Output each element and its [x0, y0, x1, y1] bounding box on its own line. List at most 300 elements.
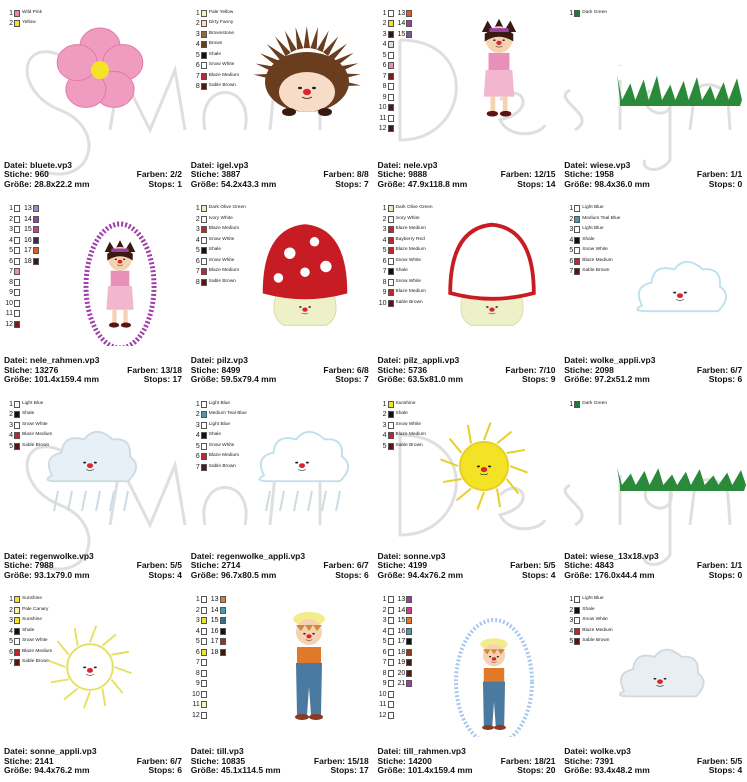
- thread-number: 1: [195, 205, 200, 213]
- thread-name: Shale: [22, 411, 35, 417]
- color-count-label: Farben:: [127, 364, 159, 375]
- color-count-value: 5/5: [543, 560, 556, 571]
- thread-number: 1: [382, 596, 387, 604]
- thread-name: Sunshine: [22, 617, 43, 623]
- thread-number: 6: [195, 453, 200, 461]
- design-size-value: 101.4x159.4 mm: [34, 374, 99, 385]
- thread-name: Snow White: [22, 638, 48, 644]
- thread-number: 6: [382, 648, 387, 656]
- design-size: [378, 571, 464, 581]
- stop-count-label: Stops:: [517, 765, 544, 776]
- design-size-label: Größe:: [4, 178, 32, 189]
- thread-number: 6: [9, 257, 13, 265]
- stop-count-label: Stops:: [143, 374, 171, 385]
- thread-number: 14: [397, 606, 406, 614]
- stop-count: [522, 571, 556, 581]
- design-size-label: Größe:: [377, 178, 406, 189]
- thread-number: 4: [195, 627, 200, 635]
- thread-name: Sable Brown: [395, 442, 423, 448]
- thread-number: 2: [569, 606, 574, 614]
- design-info: [4, 161, 182, 190]
- thread-number: 13: [210, 596, 219, 604]
- thread-number: 2: [9, 215, 13, 223]
- thread-number: 6: [195, 257, 200, 265]
- thread-name: Snow White: [208, 257, 235, 263]
- stitch-count-label: Stiche:: [4, 560, 33, 571]
- thread-number: 5: [382, 442, 387, 450]
- thread-number: 2: [9, 606, 13, 614]
- thread-name: Light Blue: [582, 226, 604, 232]
- color-count-value: 1/1: [730, 169, 743, 180]
- design-size-label: Größe:: [190, 569, 219, 580]
- stop-count-value: 6: [737, 374, 743, 385]
- thread-name: Shale: [395, 411, 408, 417]
- thread-name: Light Blue: [582, 596, 604, 602]
- thread-number: 13: [24, 205, 32, 213]
- design-info: [564, 356, 742, 385]
- color-count-label: Farben:: [136, 169, 168, 180]
- thread-number: 5: [9, 247, 13, 255]
- stop-count-value: 20: [546, 765, 556, 776]
- thread-number: 5: [195, 442, 200, 450]
- thread-name: Shale: [395, 268, 408, 274]
- stop-count-label: Stops:: [148, 178, 175, 189]
- stitch-count-label: Stiche:: [564, 560, 593, 571]
- thread-name: Blaze Medium: [22, 648, 53, 654]
- stop-count-label: Stops:: [708, 178, 736, 189]
- design-size-value: 59.5x79.4 mm: [221, 374, 277, 385]
- thread-number: 7: [195, 659, 200, 667]
- file-name-label: Datei:: [377, 159, 402, 170]
- thread-number: 3: [195, 30, 200, 38]
- file-name-label: Datei:: [564, 746, 588, 757]
- design-card-igel: [187, 0, 374, 196]
- color-count-value: 5/5: [170, 560, 182, 571]
- stop-count-label: Stops:: [517, 178, 544, 189]
- thread-number: 6: [382, 257, 387, 265]
- thread-number: 8: [195, 83, 200, 91]
- design-size: [4, 180, 90, 190]
- thread-number: 2: [382, 20, 387, 28]
- stop-count-label: Stops:: [708, 569, 736, 580]
- thread-name: Snow White: [208, 62, 235, 68]
- stitch-count-label: Stiche:: [190, 755, 220, 766]
- design-size-value: 93.1x79.0 mm: [34, 569, 90, 580]
- thread-number: 7: [382, 268, 387, 276]
- design-size: [564, 180, 650, 190]
- design-info: [378, 356, 556, 385]
- thread-name: Blaze Medium: [395, 289, 426, 295]
- thread-name: Brownstone: [208, 30, 235, 36]
- color-count-value: 6/7: [170, 755, 182, 766]
- design-size-value: 93.4x48.2 mm: [594, 765, 650, 776]
- stitch-count-label: Stiche:: [190, 169, 220, 180]
- thread-number: 9: [9, 289, 13, 297]
- stop-count-label: Stops:: [708, 765, 736, 776]
- thread-number: 8: [195, 278, 200, 286]
- thread-number: 13: [397, 596, 406, 604]
- stop-count: [709, 180, 743, 190]
- thread-number: 9: [382, 93, 387, 101]
- thread-name: Snow White: [582, 617, 608, 623]
- thread-name: Shale: [208, 247, 222, 253]
- design-info: [4, 552, 182, 581]
- thread-number: 10: [378, 104, 387, 112]
- thread-number: 2: [195, 606, 200, 614]
- design-card-regenwolke: [0, 391, 187, 587]
- thread-number: 4: [569, 627, 574, 635]
- thread-name: Medium Teal Blue: [208, 411, 247, 417]
- design-size-value: 101.4x159.4 mm: [407, 765, 473, 776]
- cloud-embroidery-illustration: [560, 587, 746, 737]
- stitch-count-label: Stiche:: [4, 169, 33, 180]
- stop-count: [144, 375, 182, 385]
- design-size: [4, 571, 90, 581]
- thread-number: 4: [195, 236, 200, 244]
- thread-number: 2: [195, 411, 200, 419]
- stitch-count-value: 960: [34, 169, 49, 180]
- thread-number: 3: [382, 617, 387, 625]
- stop-count-value: 4: [177, 569, 182, 580]
- stitch-count-value: 2714: [221, 560, 241, 571]
- stitch-count-value: 2141: [34, 755, 54, 766]
- thread-name: Blaze Medium: [208, 268, 240, 274]
- raincloud-appli-embroidery-illustration: [187, 391, 373, 541]
- thread-number: 5: [9, 442, 13, 450]
- stitch-count-value: 14200: [408, 755, 432, 766]
- stop-count-label: Stops:: [708, 374, 736, 385]
- thread-name: Medium Teal Blue: [582, 215, 621, 221]
- thread-name: Dark Green: [582, 400, 608, 406]
- mushroom-appli-embroidery-illustration: [374, 196, 560, 346]
- thread-name: Snow White: [208, 442, 235, 448]
- design-size-label: Größe:: [564, 569, 593, 580]
- stop-count-value: 4: [737, 765, 743, 776]
- stitch-count-label: Stiche:: [4, 755, 33, 766]
- design-card-regenwolke_appli: [187, 391, 374, 587]
- thread-number: 2: [9, 20, 13, 28]
- thread-number: 1: [195, 400, 200, 408]
- file-name-value: wiese.vp3: [590, 159, 631, 170]
- thread-number: 16: [24, 236, 32, 244]
- stop-count: [517, 766, 555, 776]
- thread-number: 5: [9, 638, 13, 646]
- thread-number: 7: [195, 268, 200, 276]
- file-name-value: nele.vp3: [403, 159, 438, 170]
- stitch-count-label: Stiche:: [190, 364, 220, 375]
- stop-count-value: 17: [359, 765, 369, 776]
- thread-number: 14: [24, 215, 32, 223]
- thread-number: 17: [397, 638, 406, 646]
- thread-name: Blaze Medium: [395, 432, 426, 438]
- thread-name: Wild Pink: [22, 9, 42, 15]
- thread-name: Snow White: [395, 257, 422, 263]
- design-size: [564, 375, 650, 385]
- design-info: [4, 356, 182, 385]
- thread-number: 1: [382, 400, 387, 408]
- thread-number: 6: [195, 62, 200, 70]
- thread-number: 8: [9, 278, 13, 286]
- file-name-label: Datei:: [4, 355, 28, 366]
- thread-number: 7: [569, 268, 574, 276]
- file-name-value: pilz.vp3: [216, 355, 248, 366]
- design-size-value: 96.7x80.5 mm: [221, 569, 277, 580]
- stitch-count-value: 3887: [221, 169, 241, 180]
- design-size-label: Größe:: [564, 374, 593, 385]
- thread-number: 5: [382, 638, 387, 646]
- design-size-label: Größe:: [190, 178, 219, 189]
- color-count-label: Farben:: [505, 364, 537, 375]
- grass-embroidery-illustration: [560, 0, 746, 150]
- design-info: [191, 747, 369, 776]
- thread-number: 5: [195, 51, 200, 59]
- thread-number: 4: [195, 41, 200, 49]
- thread-name: Snow White: [582, 247, 608, 253]
- design-size: [564, 766, 650, 776]
- design-card-sonne_appli: [0, 587, 187, 782]
- color-count-label: Farben:: [313, 755, 346, 766]
- stitch-count-value: 7988: [34, 560, 54, 571]
- thread-number: 3: [382, 30, 387, 38]
- thread-name: Bayberry Red: [395, 236, 425, 242]
- stop-count: [709, 571, 743, 581]
- design-info: [564, 747, 742, 776]
- thread-number: 12: [5, 320, 13, 328]
- design-info: [378, 161, 556, 190]
- thread-number: 1: [569, 205, 574, 213]
- thread-number: 2: [9, 411, 13, 419]
- thread-number: 11: [379, 701, 387, 709]
- stop-count-value: 6: [177, 765, 182, 776]
- thread-number: 15: [397, 30, 406, 38]
- thread-number: 18: [24, 257, 32, 265]
- thread-number: 4: [195, 432, 200, 440]
- file-name-value: regenwolke_appli.vp3: [216, 550, 306, 561]
- stop-count-label: Stops:: [521, 374, 549, 385]
- color-count-value: 1/1: [730, 560, 743, 571]
- thread-number: 10: [378, 690, 387, 698]
- thread-number: 10: [191, 690, 200, 698]
- thread-name: Sable Brown: [582, 268, 610, 274]
- thread-number: 2: [382, 606, 387, 614]
- sun-embroidery-illustration: [374, 391, 560, 541]
- thread-number: 3: [9, 421, 13, 429]
- thread-name: Sable Brown: [208, 83, 236, 89]
- design-size: [4, 766, 90, 776]
- design-info: [564, 161, 742, 190]
- thread-name: Shale: [208, 51, 222, 57]
- thread-number: 3: [9, 617, 13, 625]
- thread-number: 6: [195, 648, 200, 656]
- thread-name: Shale: [22, 627, 35, 633]
- stitch-count-label: Stiche:: [377, 169, 406, 180]
- stitch-count-value: 5736: [408, 364, 428, 375]
- color-count-label: Farben:: [323, 169, 355, 180]
- file-name-value: wiese_13x18.vp3: [590, 550, 659, 561]
- thread-name: Shale: [582, 236, 595, 242]
- thread-number: 18: [397, 648, 406, 656]
- stitch-count-value: 9888: [408, 169, 428, 180]
- thread-number: 4: [382, 41, 387, 49]
- thread-number: 19: [397, 659, 406, 667]
- stop-count: [148, 180, 182, 190]
- thread-number: 7: [195, 463, 200, 471]
- stitch-count-label: Stiche:: [4, 364, 33, 375]
- stop-count-value: 0: [737, 178, 743, 189]
- thread-name: Blaze Medium: [22, 432, 53, 438]
- stitch-count-label: Stiche:: [377, 364, 406, 375]
- thread-number: 4: [9, 236, 13, 244]
- hedgehog-embroidery-illustration: [187, 0, 373, 150]
- thread-number: 2: [195, 215, 200, 223]
- thread-name: Blaze Medium: [395, 226, 426, 232]
- design-size-label: Größe:: [377, 374, 406, 385]
- thread-number: 11: [5, 310, 13, 318]
- thread-number: 6: [9, 648, 13, 656]
- color-count-label: Farben:: [323, 364, 355, 375]
- thread-number: 1: [9, 9, 13, 17]
- color-count-label: Farben:: [510, 560, 542, 571]
- color-count-value: 8/8: [356, 169, 369, 180]
- thread-number: 15: [24, 226, 32, 234]
- stop-count-label: Stops:: [148, 765, 175, 776]
- cloud-appli-embroidery-illustration: [560, 196, 746, 346]
- thread-name: Blaze Medium: [582, 627, 613, 633]
- design-size: [4, 375, 99, 385]
- design-size-value: 45.1x114.5 mm: [221, 765, 281, 776]
- thread-number: 15: [397, 617, 406, 625]
- file-name-value: igel.vp3: [216, 159, 249, 170]
- stop-count-label: Stops:: [521, 569, 549, 580]
- color-count-value: 6/8: [356, 364, 369, 375]
- thread-number: 8: [382, 83, 387, 91]
- thread-number: 2: [382, 215, 387, 223]
- design-size-label: Größe:: [4, 765, 32, 776]
- thread-number: 20: [397, 669, 406, 677]
- thread-name: Dark Olive Green: [208, 205, 246, 211]
- thread-number: 17: [24, 247, 32, 255]
- stitch-count-value: 7391: [594, 755, 614, 766]
- thread-number: 12: [378, 125, 387, 133]
- stop-count: [522, 375, 556, 385]
- stop-count-value: 14: [546, 178, 556, 189]
- color-count-label: Farben:: [696, 755, 729, 766]
- thread-number: 14: [210, 606, 219, 614]
- file-name-label: Datei:: [377, 355, 402, 366]
- thread-number: 7: [9, 659, 13, 667]
- thread-name: Dark Olive Green: [395, 205, 433, 211]
- design-card-wolke_appli: [560, 196, 747, 392]
- design-card-pilz: [187, 196, 374, 392]
- stitch-count-value: 4199: [408, 560, 428, 571]
- design-size-label: Größe:: [377, 765, 406, 776]
- color-count-value: 2/2: [170, 169, 182, 180]
- file-name-value: till.vp3: [216, 746, 244, 757]
- thread-number: 1: [569, 400, 574, 408]
- thread-number: 12: [378, 711, 387, 719]
- thread-number: 16: [210, 627, 219, 635]
- file-name-value: wolke.vp3: [590, 746, 631, 757]
- thread-number: 1: [382, 205, 387, 213]
- design-size-value: 98.4x36.0 mm: [594, 178, 650, 189]
- thread-name: Shale: [582, 606, 595, 612]
- file-name-value: sonne.vp3: [403, 550, 446, 561]
- file-name-label: Datei:: [190, 550, 215, 561]
- stop-count-label: Stops:: [330, 765, 357, 776]
- stop-count-label: Stops:: [148, 569, 175, 580]
- design-size: [378, 180, 468, 190]
- color-count-label: Farben:: [323, 560, 355, 571]
- thread-number: 5: [382, 51, 387, 59]
- thread-number: 8: [382, 278, 387, 286]
- file-name-value: wolke_appli.vp3: [590, 355, 656, 366]
- thread-number: 6: [382, 62, 387, 70]
- thread-name: Light Blue: [208, 421, 231, 427]
- stitch-count-label: Stiche:: [564, 364, 593, 375]
- stitch-count-value: 4843: [594, 560, 614, 571]
- thread-name: Sable Brown: [208, 463, 236, 469]
- thread-name: Dirty Fanny: [208, 20, 234, 26]
- thread-number: 1: [195, 9, 200, 17]
- mushroom-embroidery-illustration: [187, 196, 373, 346]
- stop-count: [148, 766, 182, 776]
- color-count-label: Farben:: [696, 169, 729, 180]
- color-count-label: Farben:: [136, 755, 168, 766]
- color-count-value: 15/18: [347, 755, 369, 766]
- file-name-value: regenwolke.vp3: [30, 550, 94, 561]
- design-card-wolke: [560, 587, 747, 782]
- color-count-value: 6/7: [730, 364, 743, 375]
- thread-name: Sable Brown: [208, 278, 236, 284]
- design-info: [191, 161, 369, 190]
- thread-name: Snow White: [395, 421, 422, 427]
- file-name-value: bluete.vp3: [30, 159, 73, 170]
- thread-number: 3: [195, 421, 200, 429]
- file-name-value: till_rahmen.vp3: [403, 746, 466, 757]
- thread-number: 4: [569, 236, 574, 244]
- file-name-value: sonne_appli.vp3: [30, 746, 97, 757]
- stop-count: [709, 766, 743, 776]
- stop-count-label: Stops:: [335, 374, 362, 385]
- stop-count-value: 0: [737, 569, 743, 580]
- girl-frame-embroidery-illustration: [0, 196, 186, 346]
- thread-number: 11: [379, 114, 387, 122]
- stop-count: [709, 375, 743, 385]
- thread-number: 13: [397, 9, 406, 17]
- color-count-label: Farben:: [696, 364, 729, 375]
- stop-count-value: 1: [177, 178, 182, 189]
- design-size-value: 94.4x76.2 mm: [407, 569, 464, 580]
- color-count-value: 6/7: [356, 560, 369, 571]
- thread-number: 1: [569, 596, 574, 604]
- thread-name: Snow White: [208, 236, 235, 242]
- thread-number: 1: [382, 9, 387, 17]
- thread-number: 7: [382, 659, 387, 667]
- thread-number: 7: [382, 72, 387, 80]
- thread-name: Sunshine: [395, 400, 416, 406]
- file-name-label: Datei:: [4, 550, 28, 561]
- thread-number: 21: [397, 680, 406, 688]
- thread-name: Pale Canary: [22, 606, 49, 612]
- design-size-label: Größe:: [4, 374, 32, 385]
- thread-number: 3: [9, 226, 13, 234]
- thread-number: 9: [382, 289, 387, 297]
- color-count-label: Farben:: [500, 169, 532, 180]
- color-count-value: 7/10: [538, 364, 556, 375]
- thread-name: Yellow: [22, 20, 36, 26]
- thread-number: 3: [195, 226, 200, 234]
- thread-number: 4: [9, 627, 13, 635]
